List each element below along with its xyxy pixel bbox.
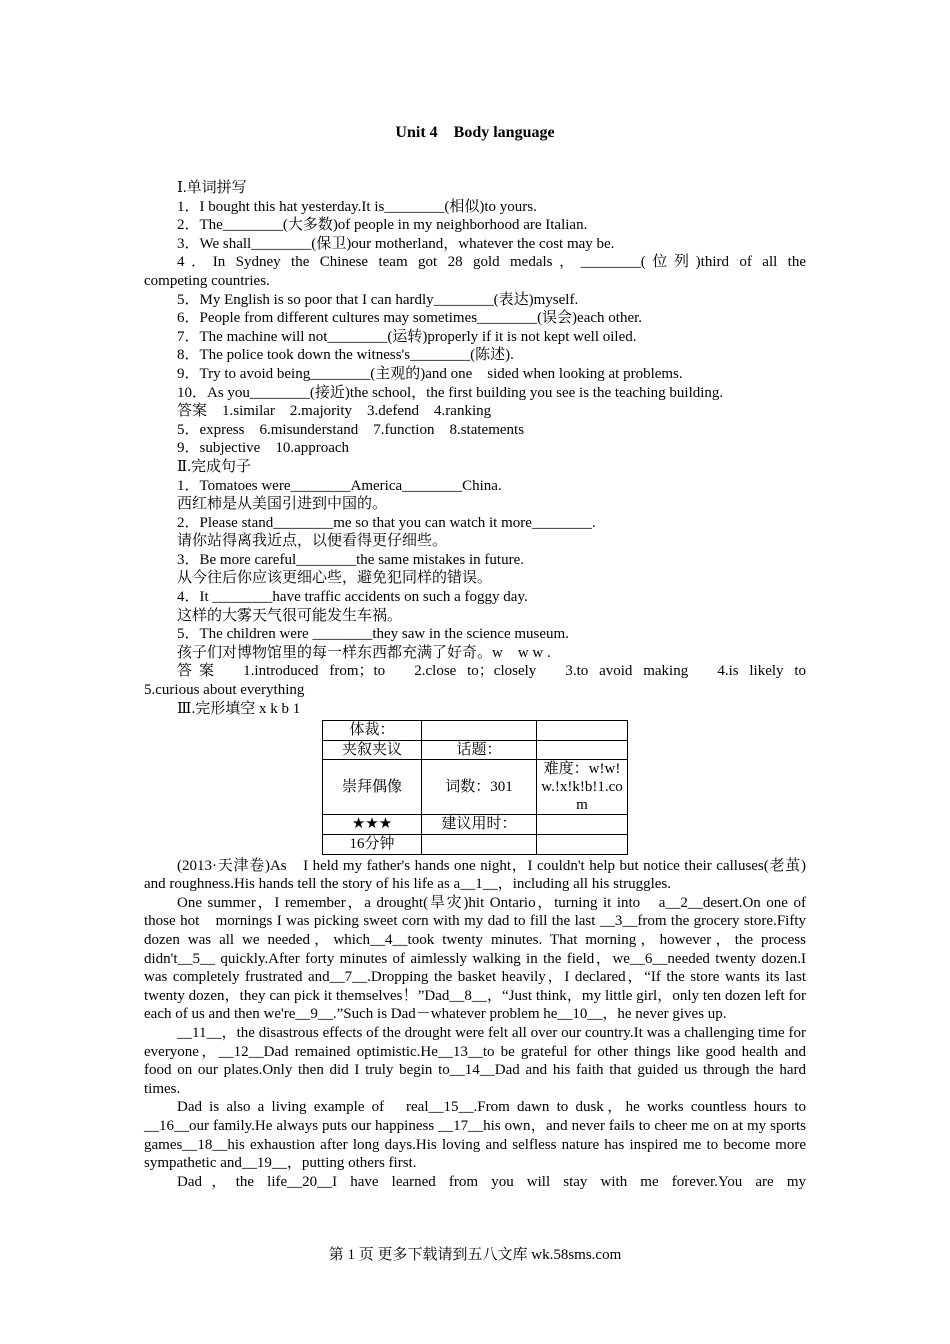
s1-item-7: 7．The machine will not________(运转)properly if it is not kept well oiled. [177, 328, 637, 345]
section3-heading: Ⅲ.完形填空 x k b 1 [177, 700, 301, 717]
table-cell: 16分钟 [323, 835, 422, 855]
s2-answer-2: 5.curious about everything [144, 682, 305, 699]
paragraph-text: (2013·天津卷)As I held my father's hands one night，I couldn't help but notice their calluses(老茧) and roughness.His hands tell the story of his life as a__1__，including all his struggles. [144, 857, 806, 893]
info-table [322, 720, 628, 854]
section1-heading: Ⅰ.单词拼写 [177, 180, 247, 196]
table-cell [422, 721, 537, 741]
document-body [144, 179, 806, 1191]
passage-paragraph-4 [144, 1098, 806, 1172]
table-cell: 词数：301 [422, 760, 537, 815]
s2-item-4: 4．It ________have traffic accidents on such a foggy day. [177, 589, 528, 606]
table-cell [537, 740, 628, 760]
s1-answer-1: 答案 1.similar 2.majority 3.defend 4.ranking [177, 403, 492, 420]
section2-heading: Ⅱ.完成句子 [177, 458, 251, 475]
table-row [323, 740, 628, 760]
s1-item-8: 8．The police took down the witness's________(陈述). [177, 347, 514, 364]
table-cell: 话题： [422, 740, 537, 760]
s1-item-10: 10．As you________(接近)the school，the first building you see is the teaching building. [177, 384, 724, 401]
s1-item-4: 4．In Sydney the Chinese team got 28 gold medals，________(位列)third of all the [177, 254, 806, 271]
s2-answer-1: 答案 1.introduced from；to 2.close to；closely 3.to avoid making 4.is likely to [177, 663, 806, 680]
s2-item-4-cn: 这样的大雾天气很可能发生车祸。 [177, 607, 403, 624]
paragraph-text: Dad is also a living example of real__15__.From dawn to dusk，he works countless hours to __16__our family.He always puts our happiness __17__his own，and never fails to cheer me on at my sports games__18__his exhaustion after long days.His loving and selfless nature has inspired me to become more sympathetic and__19__，putting others first. [144, 1099, 806, 1172]
s2-item-5-cn: 孩子们对博物馆里的每一样东西都充满了好奇。w w w . [177, 644, 551, 661]
paragraph-text: Dad，the life__20__I have learned from you will stay with me forever.You are my [177, 1173, 806, 1190]
table-cell: 崇拜偶像 [323, 760, 422, 815]
table-row [323, 815, 628, 835]
table-row [323, 721, 628, 741]
table-cell [537, 835, 628, 855]
s1-answer-3: 9．subjective 10.approach [177, 440, 350, 457]
page-footer: 第 1 页 更多下载请到五八文库 wk.58sms.com [328, 1247, 622, 1263]
passage-paragraph-1 [144, 857, 806, 894]
table-row [323, 835, 628, 855]
paragraph-text: __11__，the disastrous effects of the drought were felt all over our country.It was a challenging time for everyone，__12__Dad remained optimistic.He__13__to be grateful for other things like good health and food on our plates.Only then did I truly begin to__14__Dad and his faith that guided us through the hard times. [144, 1024, 806, 1097]
table-cell [537, 815, 628, 835]
table-cell [537, 760, 628, 815]
s2-item-2-cn: 请你站得离我近点，以便看得更仔细些。 [177, 533, 448, 550]
page-title: Unit 4 Body language [395, 124, 555, 141]
s1-item-1: 1．I bought this hat yesterday.It is________(相似)to yours. [177, 198, 537, 215]
table-cell [537, 721, 628, 741]
s1-item-3: 3．We shall________(保卫)our motherland，whatever the cost may be. [177, 235, 615, 252]
passage-paragraph-2 [144, 894, 806, 1024]
table-cell: 体裁： [323, 721, 422, 741]
table-row [323, 760, 628, 815]
s2-item-5: 5．The children were ________they saw in the science museum. [177, 626, 569, 643]
s2-item-1: 1．Tomatoes were________America________China. [177, 477, 502, 494]
passage-paragraph-5 [144, 1173, 806, 1192]
table-cell: 建议用时： [422, 815, 537, 835]
s2-item-3: 3．Be more careful________the same mistakes in future. [177, 551, 524, 568]
s1-item-9: 9．Try to avoid being________(主观的)and one sided when looking at problems. [177, 365, 683, 382]
table-cell: ★★★ [323, 815, 422, 835]
table-cell [422, 835, 537, 855]
s2-item-3-cn: 从今往后你应该更细心些，避免犯同样的错误。 [177, 570, 493, 587]
s1-answer-2: 5．express 6.misunderstand 7.function 8.statements [177, 421, 525, 438]
table-cell: 夹叙夹议 [323, 740, 422, 760]
difficulty-text: 难度：w!w!w.!x!k!b!1.com [541, 761, 623, 814]
s1-item-6: 6．People from different cultures may sometimes________(误会)each other. [177, 310, 643, 327]
passage-paragraph-3 [144, 1024, 806, 1098]
s1-item-5: 5．My English is so poor that I can hardly________(表达)myself. [177, 291, 579, 308]
paragraph-text: One summer，I remember，a drought(旱灾)hit Ontario，turning it into a__2__desert.On one of those hot mornings I was picking sweet corn with my dad to fill the last __3__from the grocery store.Fifty dozen was all we needed，which__4__took twenty minutes. That morning，however，the process didn't__5__ quickly.After forty minutes of aimlessly walking in the field，we__6__needed twenty dozen.I was completely frustrated and__7__.Dropping the basket heavily，I declared，“If the store wants its last twenty dozen，they can pick it themselves！”Dad__8__，“Just think，my little girl，only ten dozen left for each of us and then we're__9__.”Such is Dad－whatever problem he__10__，he never gives up. [144, 894, 806, 1023]
s1-item-2: 2．The________(大多数)of people in my neighborhood are Italian. [177, 217, 588, 234]
s2-item-2: 2．Please stand________me so that you can watch it more________. [177, 514, 596, 531]
s1-item-4-cont: competing countries. [144, 272, 270, 289]
s2-item-1-cn: 西红柿是从美国引进到中国的。 [177, 496, 388, 513]
